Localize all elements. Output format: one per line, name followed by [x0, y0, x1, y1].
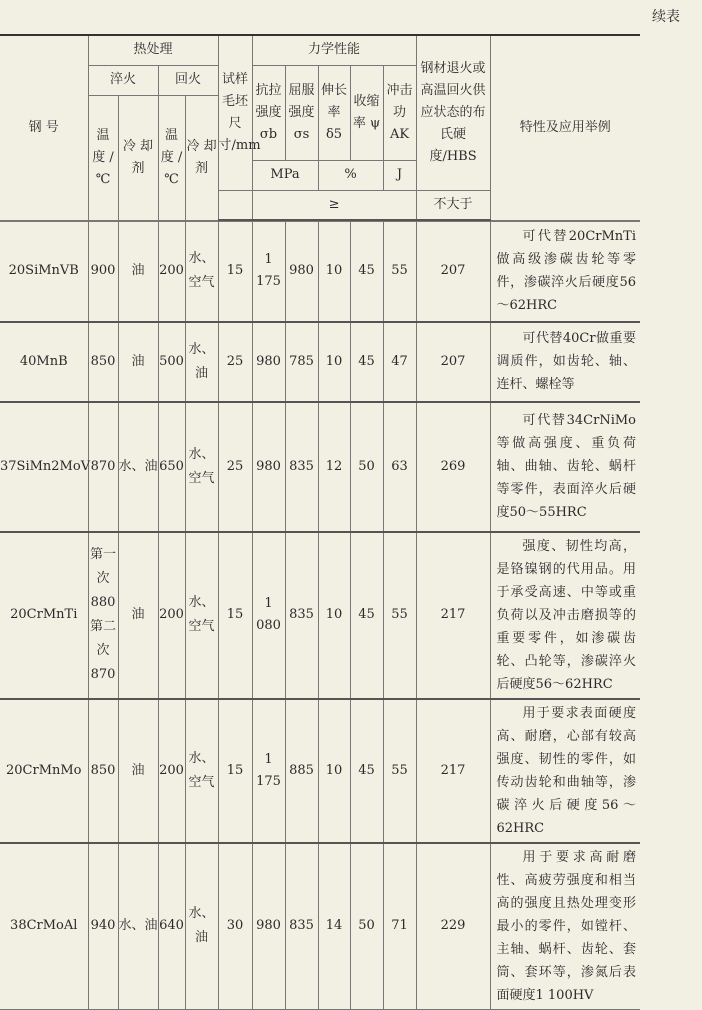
header-psi: 收缩率 ψ — [350, 65, 383, 160]
cell-qc: 油 — [118, 532, 158, 699]
cell-qc: 水、油 — [118, 843, 158, 1010]
cell-size: 15 — [218, 532, 252, 699]
cell-tt: 640 — [158, 843, 185, 1010]
cell-ss: 835 — [285, 402, 318, 532]
cell-ss: 835 — [285, 843, 318, 1010]
unit-le: 不大于 — [416, 190, 490, 220]
cell-tt: 500 — [158, 322, 185, 402]
cell-d5: 10 — [318, 222, 350, 322]
header-heat-treatment: 热处理 — [88, 35, 218, 65]
cell-qt: 940 — [88, 843, 118, 1010]
cell-hbs: 207 — [416, 322, 490, 402]
unit-pct: % — [318, 160, 383, 190]
cell-use: 强度、韧性均高，是铬镍钢的代用品。用于承受高速、中等或重负荷以及冲击磨损等的重要零件，如渗碳齿轮、凸轮等，渗碳淬火后硬度56～62HRC — [490, 532, 640, 699]
header-quench: 淬火 — [88, 65, 158, 95]
cell-ss: 885 — [285, 699, 318, 843]
cell-sb: 980 — [252, 322, 285, 402]
header-steel: 钢 号 — [0, 35, 88, 220]
header-quench-temp: 温 度 /℃ — [88, 95, 118, 220]
unit-j: J — [383, 160, 416, 190]
cell-psi: 45 — [350, 699, 383, 843]
cell-tc: 水、空气 — [185, 532, 218, 699]
cell-steel: 20CrMnTi — [0, 532, 88, 699]
cell-ak: 71 — [383, 843, 416, 1010]
cell-steel: 37SiMn2MoV — [0, 402, 88, 532]
cell-ss: 835 — [285, 532, 318, 699]
cell-tc: 水、油 — [185, 322, 218, 402]
header-d5: 伸长率 δ5 — [318, 65, 350, 160]
cell-hbs: 207 — [416, 222, 490, 322]
cell-steel: 38CrMoAl — [0, 843, 88, 1010]
cell-use: 可代替40Cr做重要调质件，如齿轮、轴、连杆、螺栓等 — [490, 322, 640, 402]
cell-qt: 870 — [88, 402, 118, 532]
steel-properties-table — [0, 34, 640, 221]
cell-size: 30 — [218, 843, 252, 1010]
cell-qt: 850 — [88, 699, 118, 843]
continued-label: 续表 — [652, 9, 680, 25]
cell-ak: 55 — [383, 532, 416, 699]
cell-d5: 14 — [318, 843, 350, 1010]
cell-d5: 10 — [318, 532, 350, 699]
cell-ak: 63 — [383, 402, 416, 532]
header-ak: 冲击功 AK — [383, 65, 416, 160]
cell-hbs: 217 — [416, 532, 490, 699]
table-row — [0, 699, 640, 843]
cell-hbs: 269 — [416, 402, 490, 532]
cell-steel: 20SiMnVB — [0, 222, 88, 322]
cell-sb: 1 175 — [252, 222, 285, 322]
cell-psi: 50 — [350, 843, 383, 1010]
cell-tc: 水、空气 — [185, 699, 218, 843]
header-hbs: 钢材退火或高温回火供应状态的布氏硬度/HBS — [416, 35, 490, 190]
header-temper-coolant: 冷 却 剂 — [185, 95, 218, 220]
header-mechanical: 力学性能 — [252, 35, 416, 65]
cell-qt: 第一次880 第二次870 — [88, 532, 118, 699]
unit-mpa: MPa — [252, 160, 318, 190]
cell-qt: 850 — [88, 322, 118, 402]
steel-rows — [0, 221, 640, 1010]
cell-sb: 980 — [252, 843, 285, 1010]
cell-hbs: 229 — [416, 843, 490, 1010]
cell-size: 25 — [218, 322, 252, 402]
header-use: 特性及应用举例 — [490, 35, 640, 220]
cell-qc: 油 — [118, 322, 158, 402]
header-quench-coolant: 冷 却 剂 — [118, 95, 158, 220]
cell-ak: 55 — [383, 699, 416, 843]
cell-steel: 20CrMnMo — [0, 699, 88, 843]
cell-d5: 10 — [318, 322, 350, 402]
cell-sb: 1 175 — [252, 699, 285, 843]
cell-d5: 12 — [318, 402, 350, 532]
cell-size: 15 — [218, 222, 252, 322]
cell-use: 用于要求表面硬度高、耐磨，心部有较高强度、韧性的零件，如传动齿轮和曲轴等，渗碳淬火后硬度56～62HRC — [490, 699, 640, 843]
cell-tc: 水、油 — [185, 843, 218, 1010]
cell-d5: 10 — [318, 699, 350, 843]
table-row — [0, 532, 640, 699]
cell-sb: 980 — [252, 402, 285, 532]
cell-psi: 45 — [350, 322, 383, 402]
cell-qt: 900 — [88, 222, 118, 322]
header-temper-temp: 温 度 /℃ — [158, 95, 185, 220]
cell-use: 可代替34CrNiMo等做高强度、重负荷轴、曲轴、齿轮、蜗杆等零件，表面淬火后硬度50～55HRC — [490, 402, 640, 532]
header-size-blank — [218, 190, 252, 220]
cell-qc: 水、油 — [118, 402, 158, 532]
cell-steel: 40MnB — [0, 322, 88, 402]
cell-sb: 1 080 — [252, 532, 285, 699]
cell-tt: 200 — [158, 222, 185, 322]
cell-psi: 45 — [350, 532, 383, 699]
header-size: 试样毛坯尺寸/mm — [218, 35, 252, 190]
cell-psi: 50 — [350, 402, 383, 532]
cell-qc: 油 — [118, 222, 158, 322]
header-ss: 屈服强度 σs — [285, 65, 318, 160]
table-row — [0, 402, 640, 532]
cell-qc: 油 — [118, 699, 158, 843]
cell-psi: 45 — [350, 222, 383, 322]
cell-tc: 水、空气 — [185, 222, 218, 322]
cell-hbs: 217 — [416, 699, 490, 843]
header-sb: 抗拉强度 σb — [252, 65, 285, 160]
cell-use: 用于要求高耐磨性、高疲劳强度和相当高的强度且热处理变形最小的零件，如镗杆、主轴、蜗杆、齿轮、套筒、套环等，渗氮后表面硬度1 100HV — [490, 843, 640, 1010]
cell-tt: 200 — [158, 532, 185, 699]
cell-size: 25 — [218, 402, 252, 532]
cell-ak: 55 — [383, 222, 416, 322]
cell-ss: 980 — [285, 222, 318, 322]
table-row — [0, 222, 640, 322]
header-temper: 回火 — [158, 65, 218, 95]
cell-ak: 47 — [383, 322, 416, 402]
cell-use: 可代替20CrMnTi做高级渗碳齿轮等零件，渗碳淬火后硬度56～62HRC — [490, 222, 640, 322]
cell-tt: 200 — [158, 699, 185, 843]
unit-ge: ≥ — [252, 190, 416, 220]
cell-tc: 水、空气 — [185, 402, 218, 532]
table-row — [0, 843, 640, 1010]
cell-ss: 785 — [285, 322, 318, 402]
table-row — [0, 322, 640, 402]
cell-size: 15 — [218, 699, 252, 843]
cell-tt: 650 — [158, 402, 185, 532]
